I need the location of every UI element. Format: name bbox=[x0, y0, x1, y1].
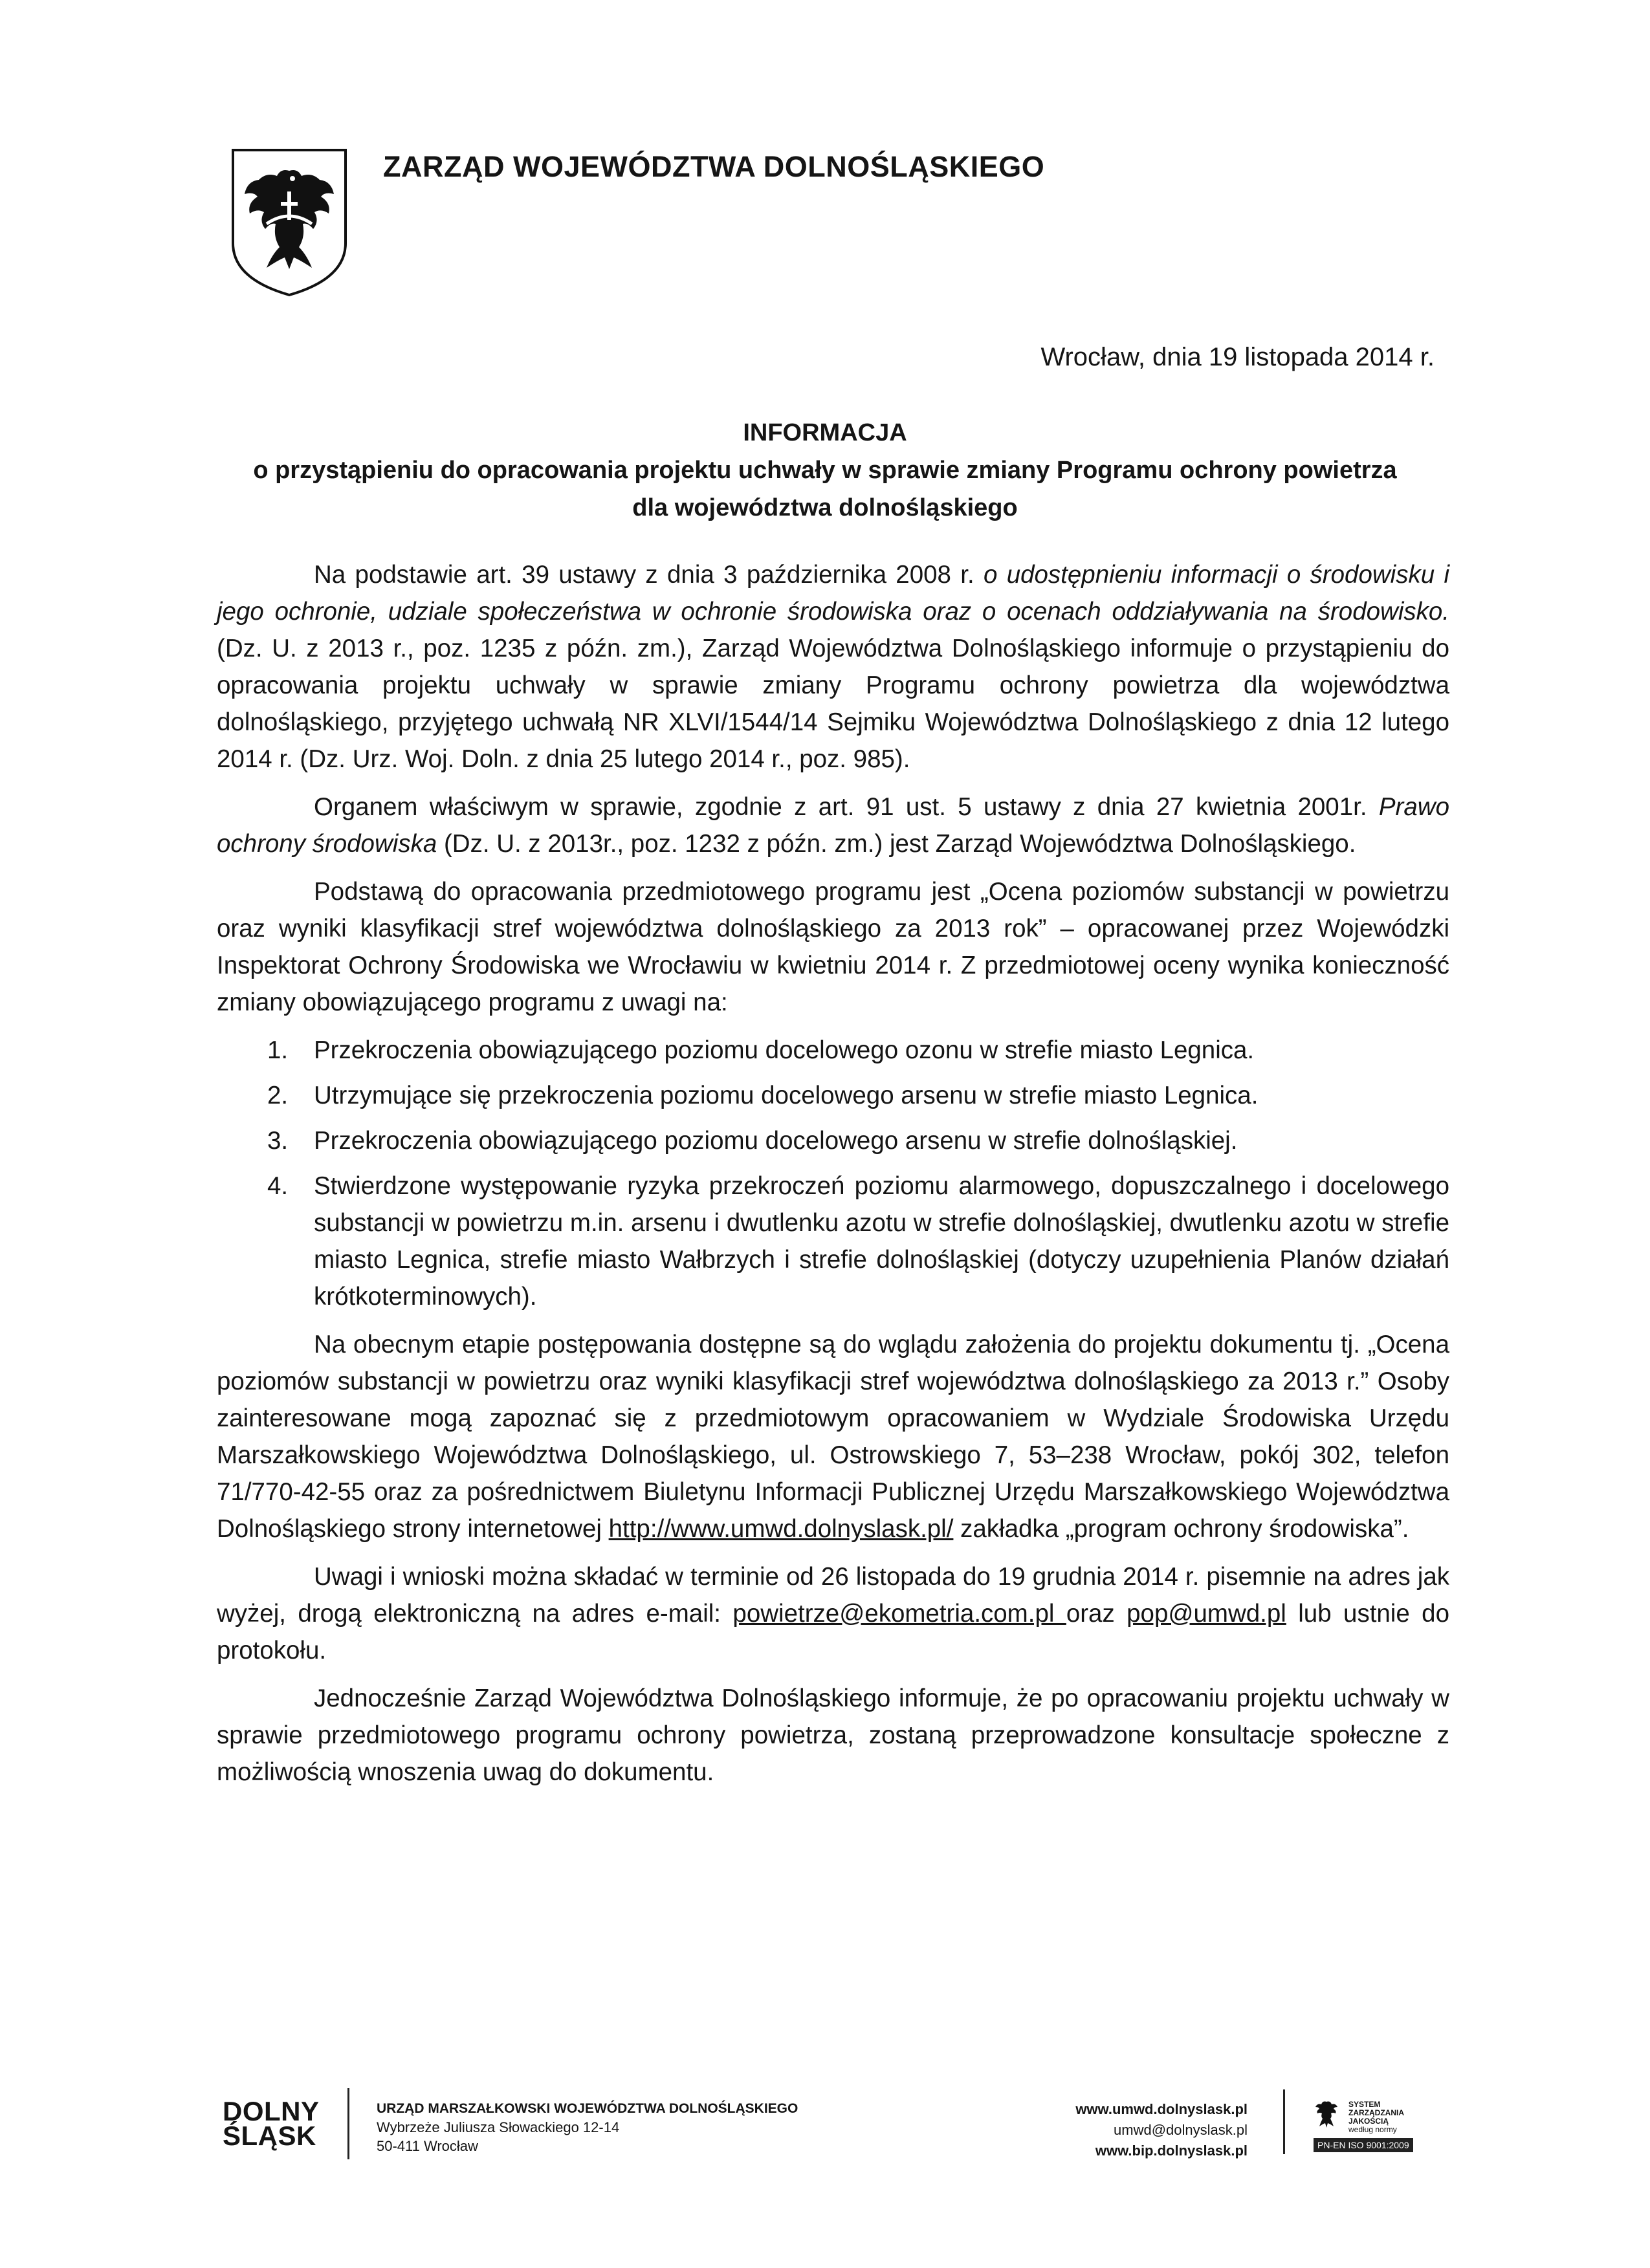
paragraph-legal-basis bbox=[217, 556, 1449, 778]
umwd-website-link[interactable]: http://www.umwd.dolnyslask.pl/ bbox=[608, 1515, 954, 1543]
footer-email[interactable]: umwd@dolnyslask.pl bbox=[1114, 2122, 1248, 2138]
footer-address-city: 50-411 Wrocław bbox=[377, 2138, 478, 2154]
email-link-ekometria[interactable]: powietrze@ekometria.com.pl bbox=[732, 1600, 1066, 1628]
list-item-text: Przekroczenia obowiązującego poziomu docelowego arsenu w strefie dolnośląskiej. bbox=[314, 1127, 1238, 1155]
iso-standard-label: PN-EN ISO 9001:2009 bbox=[1314, 2138, 1413, 2152]
footer-website[interactable]: www.umwd.dolnyslask.pl bbox=[1075, 2101, 1248, 2117]
logo-line-2: ŚLĄSK bbox=[223, 2121, 316, 2151]
cert-line-2: ZARZĄDZANIA bbox=[1348, 2108, 1404, 2117]
footer-office bbox=[377, 2099, 798, 2155]
footer-address-street: Wybrzeże Juliusza Słowackiego 12-14 bbox=[377, 2119, 620, 2135]
paragraph-4-text-cont: zakładka „program ochrony środowiska”. bbox=[953, 1515, 1409, 1543]
paragraph-1-text-cont: (Dz. U. z 2013 r., poz. 1235 z późn. zm.), Zarząd Województwa Dolnośląskiego informuje o przystąpieniu do opracowania projektu uchwały w sprawie zmiany Programu ochrony powietrza dla województwa dolnośląskiego, przyjętego uchwałą NR XLVI/1544/14 Sejmiku Województwa Dolnośląskiego z dnia 12 lutego 2014 r. (Dz. Urz. Woj. Doln. z dnia 25 lutego 2014 r., poz. 985). bbox=[217, 635, 1449, 773]
paragraph-5-text-cont: lub ustnie do protokołu. bbox=[217, 1600, 1450, 1664]
cert-line-1: SYSTEM bbox=[1348, 2100, 1381, 2109]
list-item-text: Przekroczenia obowiązującego poziomu docelowego ozonu w strefie miasto Legnica. bbox=[314, 1036, 1255, 1064]
footer-divider-2 bbox=[1283, 2089, 1285, 2154]
cert-line-3: JAKOŚCIĄ bbox=[1348, 2117, 1389, 2126]
footer-bip-website[interactable]: www.bip.dolnyslask.pl bbox=[1095, 2143, 1248, 2159]
dolny-slask-logo bbox=[223, 2096, 320, 2151]
list-item-number: 4. bbox=[267, 1172, 289, 1200]
eagle-crest-icon bbox=[1314, 2099, 1339, 2133]
list-item-text: Utrzymujące się przekroczenia poziomu docelowego arsenu w strefie miasto Legnica. bbox=[314, 1082, 1259, 1109]
paragraph-consultations: Jednocześnie Zarząd Województwa Dolnośląskiego informuje, że po opracowaniu projektu uchwały w sprawie przedmiotowego programu ochrony powietrza, zostaną przeprowadzone konsultacje społeczne z możliwością wnoszenia uwag do dokumentu. bbox=[217, 1685, 1449, 1786]
footer-contacts bbox=[1075, 2099, 1248, 2161]
footer-divider bbox=[347, 2088, 349, 2159]
list-item-number: 1. bbox=[267, 1036, 289, 1064]
paragraph-2-text: Organem właściwym w sprawie, zgodnie z art. 91 ust. 5 ustawy z dnia 27 kwietnia 2001r. bbox=[314, 793, 1379, 821]
paragraph-availability bbox=[217, 1326, 1449, 1547]
list-item-number: 2. bbox=[267, 1082, 289, 1109]
footer-office-name: URZĄD MARSZAŁKOWSKI WOJEWÓDZTWA DOLNOŚLĄSKIEGO bbox=[377, 2101, 798, 2116]
organization-title: ZARZĄD WOJEWÓDZTWA DOLNOŚLĄSKIEGO bbox=[383, 150, 1045, 183]
paragraph-5-text: Uwagi i wnioski można składać w terminie od 26 listopada do 19 grudnia 2014 r. pisemnie na adres jak wyżej, drogą elektroniczną na adres e-mail: bbox=[217, 1563, 1449, 1628]
list-item bbox=[217, 1077, 1449, 1114]
list-item bbox=[217, 1122, 1449, 1159]
list-item bbox=[217, 1032, 1449, 1069]
paragraph-1-act-title: o udostępnieniu informacji o środowisku i jego ochronie, udziale społeczeństwa w ochronie środowiska oraz o ocenach oddziaływania na środowisko. bbox=[217, 561, 1449, 626]
title-line-2: dla województwa dolnośląskiego bbox=[632, 494, 1018, 521]
reasons-list bbox=[217, 1032, 1449, 1315]
paragraph-basis-of-program: Podstawą do opracowania przedmiotowego programu jest „Ocena poziomów substancji w powietrzu oraz wyniki klasyfikacji stref województwa dolnośląskiego za 2013 rok” – opracowanej przez Wojewódzki Inspektorat Ochrony Środowiska we Wrocławiu w kwietniu 2014 r. Z przedmiotowej oceny wynika konieczność zmiany obowiązującego programu z uwagi na: bbox=[217, 878, 1449, 1016]
paragraph-competent-authority bbox=[217, 789, 1449, 862]
document-title bbox=[181, 414, 1469, 527]
title-line-1: o przystąpieniu do opracowania projektu uchwały w sprawie zmiany Programu ochrony powietrza bbox=[253, 457, 1397, 484]
paragraph-1-text: Na podstawie art. 39 ustawy z dnia 3 października 2008 r. bbox=[314, 561, 984, 589]
certificate-text bbox=[1348, 2100, 1404, 2134]
logo-line-1: DOLNY bbox=[223, 2096, 320, 2126]
list-item-number: 3. bbox=[267, 1127, 289, 1155]
date-line: Wrocław, dnia 19 listopada 2014 r. bbox=[1040, 343, 1435, 371]
paragraph-2-act-title: Prawo ochrony środowiska bbox=[217, 793, 1449, 858]
lower-silesia-eagle-crest-icon bbox=[228, 146, 351, 298]
list-item-text: Stwierdzone występowanie ryzyka przekroczeń poziomu alarmowego, dopuszczalnego i docelowego substancji w powietrzu m.in. arsenu i dwutlenku azotu w strefie dolnośląskiej, dwutlenku azotu w strefie miasto Legnica, strefie miasto Wałbrzych i strefie dolnośląskiej (dotyczy uzupełnienia Planów działań krótkoterminowych). bbox=[314, 1172, 1449, 1311]
paragraph-2-text-cont: (Dz. U. z 2013r., poz. 1232 z późn. zm.) jest Zarząd Województwa Dolnośląskiego. bbox=[437, 830, 1356, 858]
cert-line-4: według normy bbox=[1348, 2125, 1397, 2134]
document-body bbox=[217, 556, 1449, 1802]
email-link-pop[interactable]: pop@umwd.pl bbox=[1127, 1600, 1286, 1628]
title-heading: INFORMACJA bbox=[743, 419, 907, 446]
paragraph-4-text: Na obecnym etapie postępowania dostępne są do wglądu założenia do projektu dokumentu tj. „Ocena poziomów substancji w powietrzu oraz wyniki klasyfikacji stref województwa dolnośląskiego za 2013 r.” Osoby zainteresowane mogą zapoznać się z przedmiotowym opracowaniem w Wydziale Środowiska Urzędu Marszałkowskiego Województwa Dolnośląskiego, ul. Ostrowskiego 7, 53–238 Wrocław, pokój 302, telefon 71/770-42-55 oraz za pośrednictwem Biuletynu Informacji Publicznej Urzędu Marszałkowskiego Województwa Dolnośląskiego strony internetowej bbox=[217, 1331, 1449, 1543]
paragraph-5-conjunction: oraz bbox=[1066, 1600, 1127, 1628]
paragraph-comments bbox=[217, 1558, 1449, 1669]
list-item bbox=[217, 1168, 1449, 1315]
